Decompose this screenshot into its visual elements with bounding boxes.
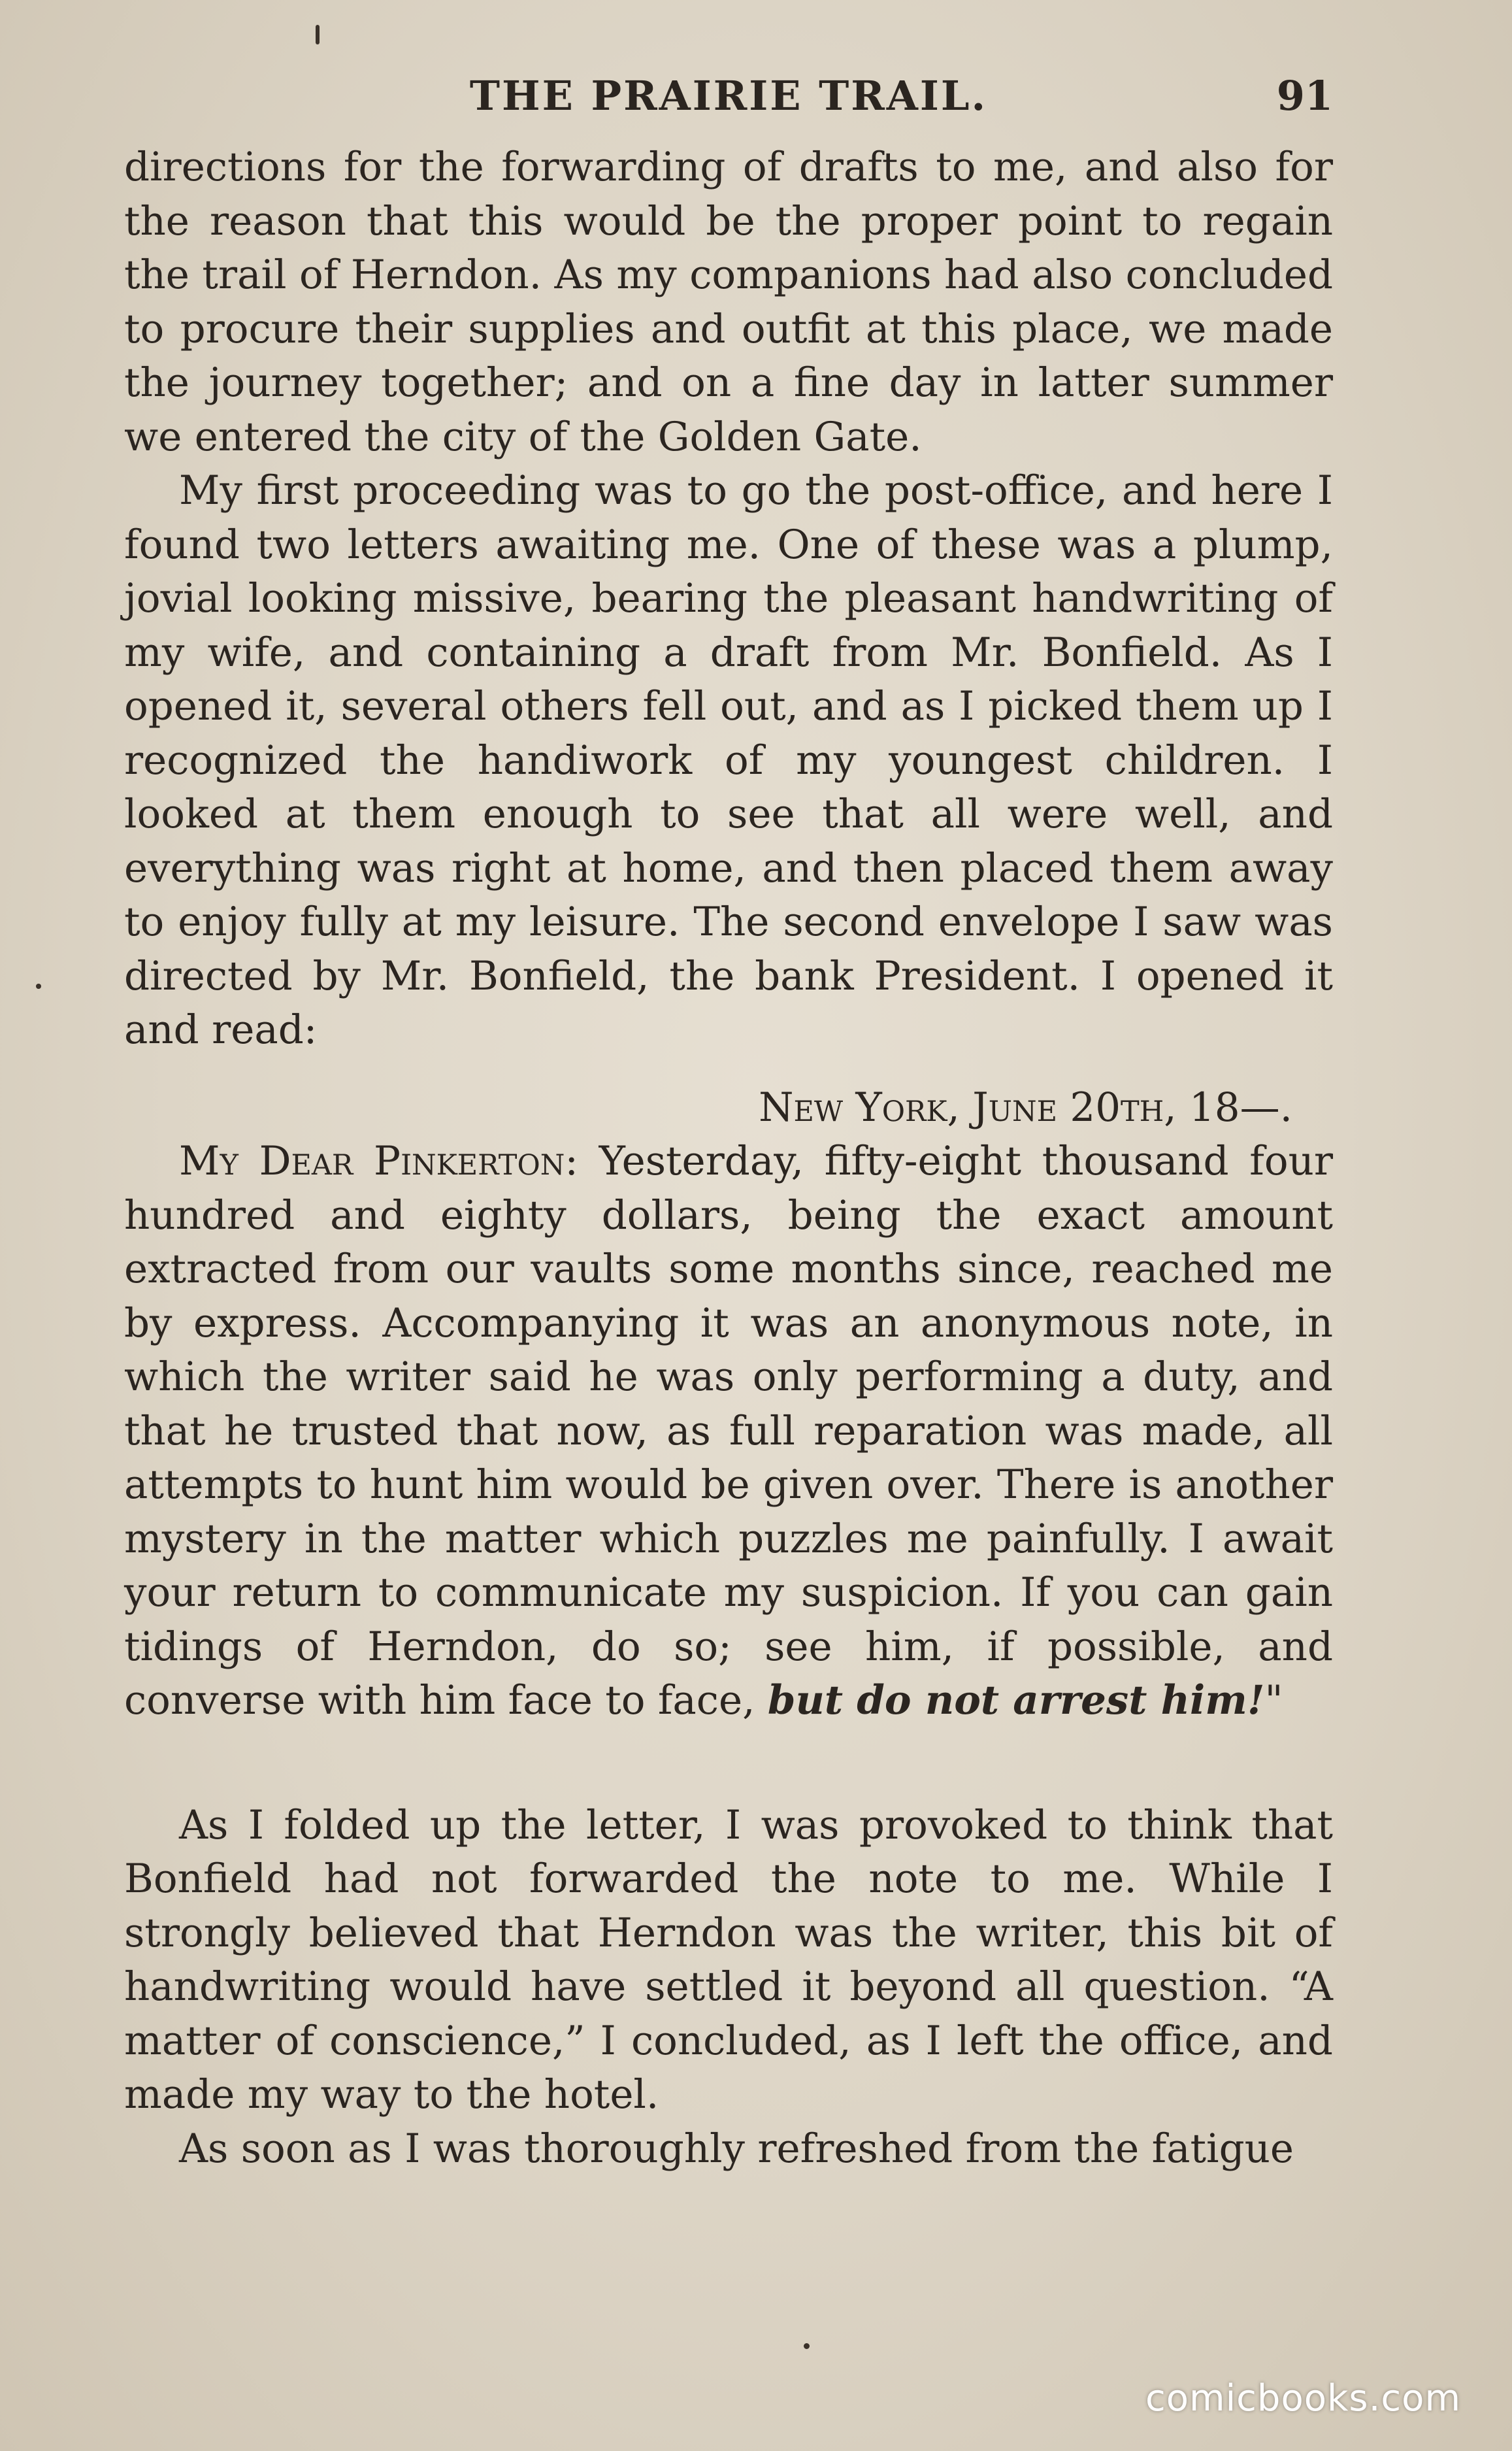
watermark-logo: comicbooks.com: [1145, 2377, 1461, 2420]
letter-salutation: My Dear Pinkerton:: [179, 1138, 578, 1184]
page-body: [124, 141, 1333, 2176]
paragraph-refreshed: As soon as I was thoroughly refreshed from the fatigue: [179, 2125, 1294, 2172]
letter-close-quote: ": [1264, 1677, 1283, 1724]
section-gap: [124, 1728, 1333, 1799]
letter-dateline: [124, 1081, 1333, 1135]
page-header: [124, 72, 1333, 124]
paragraph-folded-letter: As I folded up the letter, I was provoked to think that Bonfield had not forwarded the note to me. While I strongly believed that Herndon was the writer, this bit of handwriting would have settled it beyond all question. “A matter of conscience,” I concluded, as I left the office, and made my way to the hotel.: [124, 1801, 1333, 2118]
paragraph-continuation: directions for the forwarding of drafts to me, and also for the reason that this would be the proper point to regain the trail of Herndon. As my companions had also concluded to procure their supplies and outfit at this place, we made the journey together; and on a fine day in latter summer we entered the city of the Golden Gate.: [124, 144, 1333, 460]
ink-speck: [804, 2343, 810, 2349]
running-title: THE PRAIRIE TRAIL.: [469, 72, 988, 120]
letter-text: Yesterday, fifty-eight thousand four hundred and eighty dollars, being the exact amount extracted from our vaults some months since, reached me by express. Accompanying it was an anonymous note, in which the writer said he was only performing a duty, and that he trusted that now, as full reparation was made, all attempts to hunt him would be given over. There is another mystery in the matter which puzzles me painfully. I await your return to communicate my suspicion. If you can gain tidings of Herndon, do so; see him, if possible, and converse with him face to face,: [124, 1138, 1334, 1724]
letter-date-text: New York, June 20th, 18—.: [759, 1084, 1292, 1131]
page-number: 91: [1276, 72, 1333, 120]
ink-speck: [36, 984, 41, 989]
letter-emphasis: but do not arrest him!: [767, 1677, 1265, 1724]
paragraph-post-office: My first proceeding was to go the post-office, and here I found two letters awaiting me. One of these was a plump, jovial looking missive, bearing the pleasant handwriting of my wife, and containing a draft from Mr. Bonfield. As I opened it, several others fell out, and as I picked them up I recognized the handiwork of my youngest children. I looked at them enough to see that all were well, and everything was right at home, and then placed them away to enjoy fully at my leisure. The second envelope I saw was directed by Mr. Bonfield, the bank President. I opened it and read:: [124, 467, 1333, 1053]
letter-body: [124, 1135, 1333, 1728]
ink-speck: [316, 25, 320, 44]
